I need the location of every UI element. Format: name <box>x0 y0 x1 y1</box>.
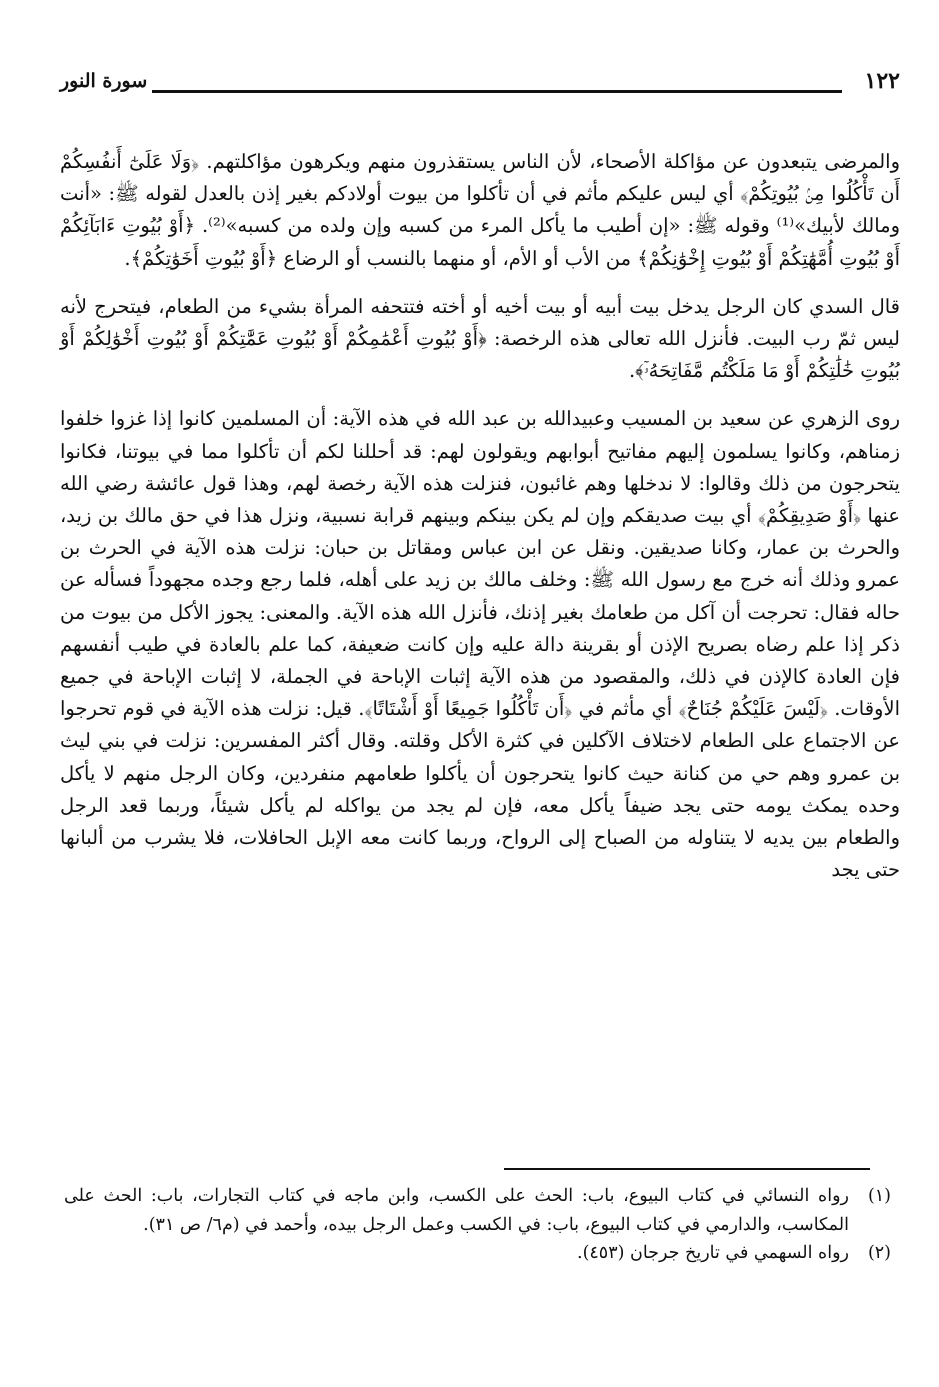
footnotes <box>64 1182 901 1268</box>
paragraph: روى الزهري عن سعيد بن المسيب وعبيدالله بن عبد الله في هذه الآية: أن المسلمين كانوا إذا غزوا خلفوا زمناهم، وكانوا يسلمون إليهم مفاتيح أبوابهم ويقولون لهم: قد أحللنا لكم أن تأكلوا مما في بيوتنا، فكانوا يتحرجون من ذلك وقالوا: لا ندخلها وهم غائبون، فنزلت هذه الآية رخصة لهم، وهذا قول عائشة رضي الله عنها ﴿أَوْ صَدِيقِكُمْ﴾ أي بيت صديقكم وإن لم يكن بينكم وبينهم قرابة نسبية، ونزل هذا في حق مالك بن زيد، والحرث بن عمار، وكانا صديقين. ونقل عن ابن عباس ومقاتل بن حبان: نزلت هذه الآية في الحرث بن عمرو وذلك أنه خرج مع رسول الله ﷺ: وخلف مالك بن زيد على أهله، فلما رجع وجده مجهوداً فسأله عن حاله فقال: تحرجت أن آكل من طعامك بغير إذنك، فأنزل الله هذه الآية. والمعنى: يجوز الأكل من بيوت من ذكر إذا علم رضاه بصريح الإذن أو بقرينة دالة عليه وإن كانت ضعيفة، كما علم بالعادة في طيب أنفسهم فإن العادة كالإذن في ذلك، والمقصود من هذه الآية إثبات الإباحة في الجملة، لا إثبات الإباحة في جميع الأوقات. ﴿لَيْسَ عَلَيْكُمْ جُنَاحٌ﴾ أي مأثم في ﴿أَن تَأْكُلُوا جَمِيعًا أَوْ أَشْتَاتًا﴾. قيل: نزلت هذه الآية في قوم تحرجوا عن الاجتماع على الطعام لاختلاف الآكلين في كثرة الأكل وقلته. وقال أكثر المفسرين: نزلت في بني ليث بن عمرو وهم حي من كنانة حيث كانوا يتحرجون أن يأكلوا طعامهم منفردين، وكان الرجل منهم لا يأكل وحده يمكث يومه حتى يجد ضيفاً يأكل معه، فإن لم يجد من يواكله لم يأكل شيئاً، وربما قعد الرجل والطعام بين يديه لا يتناوله من الصباح إلى الرواح، وربما كانت معه الإبل الحافلات، فلا يشرب من ألبانها حتى يجد <box>60 407 900 882</box>
footnote-number: (٢) <box>867 1243 891 1263</box>
footnote <box>64 1239 901 1268</box>
surah-title: سورة النور <box>60 70 148 92</box>
header-rule <box>152 90 842 93</box>
footnote-text: رواه النسائي في كتاب البيوع، باب: الحث على الكسب، وابن ماجه في كتاب التجارات، باب: الحث على المكاسب، والدارمي في كتاب البيوع، باب: في الكسب وعمل الرجل بيده، وأحمد في (م٦/ ص ٣١). <box>64 1186 849 1235</box>
page-number: ١٢٢ <box>864 68 900 94</box>
book-page <box>60 60 900 886</box>
footnote <box>64 1182 901 1239</box>
paragraph: قال السدي كان الرجل يدخل بيت أبيه أو بيت أخيه أو أخته فتتحفه المرأة بشيء من الطعام، فيتحرج لأنه ليس ثمّ رب البيت. فأنزل الله تعالى هذه الرخصة: ﴿أَوْ بُيُوتِ أَعْمَٰمِكُمْ أَوْ بُيُوتِ عَمَّٰتِكُمْ أَوْ بُيُوتِ أَخْوَٰلِكُمْ أَوْ بُيُوتِ خَٰلَٰتِكُمْ أَوْ مَا مَلَكْتُم مَّفَاتِحَهُۥٓ﴾. <box>60 294 900 383</box>
paragraph: والمرضى يتبعدون عن مؤاكلة الأصحاء، لأن الناس يستقذرون منهم ويكرهون مؤاكلتهم. ﴿وَلَا عَلَىٰٓ أَنفُسِكُمْ أَن تَأْكُلُوا مِنۢ بُيُوتِكُمْ﴾ أي ليس عليكم مأثم في أن تأكلوا من بيوت أولادكم بغير إذن بالعدل لقوله ﷺ: «أنت ومالك لأبيك»⁽¹⁾ وقوله ﷺ: «إن أطيب ما يأكل المرء من كسبه وإن ولده من كسبه»⁽²⁾. ﴿أَوْ بُيُوتِ ءَابَآئِكُمْ أَوْ بُيُوتِ أُمَّهَٰتِكُمْ أَوْ بُيُوتِ إِخْوَٰنِكُمْ﴾ من الأب أو الأم، أو منهما بالنسب أو الرضاع ﴿أَوْ بُيُوتِ أَخَوَٰتِكُمْ﴾. <box>60 150 901 270</box>
page-header <box>60 60 900 100</box>
footnote-text: رواه السهمي في تاريخ جرجان (٤٥٣). <box>577 1243 849 1263</box>
footnote-number: (١) <box>867 1186 891 1206</box>
footnote-separator <box>504 1168 870 1170</box>
